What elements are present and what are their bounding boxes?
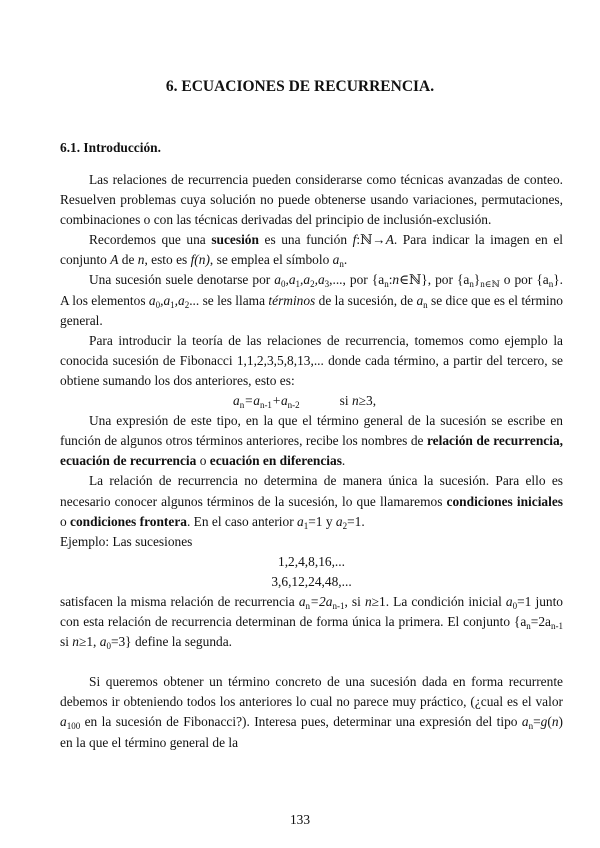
paragraph: Ejemplo: Las sucesiones xyxy=(60,533,193,549)
paragraph: La relación de recurrencia no determina de manera única la sucesión. Para ello es necesario conocer algunos términos de la sucesión, lo que llamaremos condiciones iniciales o condiciones frontera. En el caso anterior $a_1=1$ y $a_2=1$. xyxy=(60,473,563,531)
paragraph: Las relaciones de recurrencia pueden considerarse como técnicas avanzadas de conteo. Resuelven problemas cuya solución no puede obtenerse usando variaciones, permutaciones, combinaciones o con las técnicas derivadas del principio de inclusión-exclusión. xyxy=(60,172,563,228)
paragraph: Una sucesión suele denotarse por $a_0,a_1,a_2,a_3$,..., por $\{a_n:n\in ℕ\}$, por $\{a_n\}_{n\in ℕ}$ o por $\{a_n\}$. A los elementos $a_0,a_1,a_2$... se les llama términos de la sucesión, de $a_n$ se dice que es el término general. xyxy=(60,272,564,328)
chapter-title: 6. ECUACIONES DE RECURRENCIA. xyxy=(165,78,435,95)
body-text xyxy=(60,170,563,753)
paragraph: Recordemos que una sucesión es una función f:ℕ→A. Para indicar la imagen en el conjunto A de n, esto es f(n), se emplea el símbolo $a_n$. xyxy=(60,232,563,270)
section-title: 6.1. Introducción. xyxy=(60,140,161,155)
sequence-1: 1,2,4,8,16,... xyxy=(278,553,345,569)
paragraph: Una expresión de este tipo, en la que el término general de la sucesión se escribe en función de algunos otros términos anteriores, recibe los nombres de relación de recurrencia, ecuación de recurrencia o ecuación en diferencias. xyxy=(60,413,563,469)
equation: $a_n=a_{n-1}+a_{n-2}$ si n≥3, xyxy=(233,393,377,411)
sequence-2: 3,6,12,24,48,... xyxy=(271,573,352,589)
page-number: 133 xyxy=(289,812,311,827)
paragraph: Si queremos obtener un término concreto de una sucesión dada en forma recurrente debemos ir obteniendo todos los anteriores lo cual no parece muy práctico, (¿cual es el valor $a_{100}$ en la sucesión de Fibonacci?). Interesa pues, determinar una expresión del tipo $a_n=g(n)$ en la que el término general de la xyxy=(60,674,563,750)
paragraph: Para introducir la teoría de las relaciones de recurrencia, tomemos como ejemplo la conocida sucesión de Fibonacci 1,1,2,3,5,8,13,... donde cada término, a partir del tercero, se obtiene sumando los dos anteriores, esto es: xyxy=(60,332,563,388)
paragraph: satisfacen la misma relación de recurrencia $a_n=2a_{n-1}$, si n≥1. La condición inicial $a_0=1$ junto con esta relación de recurrencia determinan de forma única la primera. El conjunto {$a_n=2a_{n-1}$ si n≥1, $a_0=3$} define la segunda. xyxy=(60,593,563,652)
